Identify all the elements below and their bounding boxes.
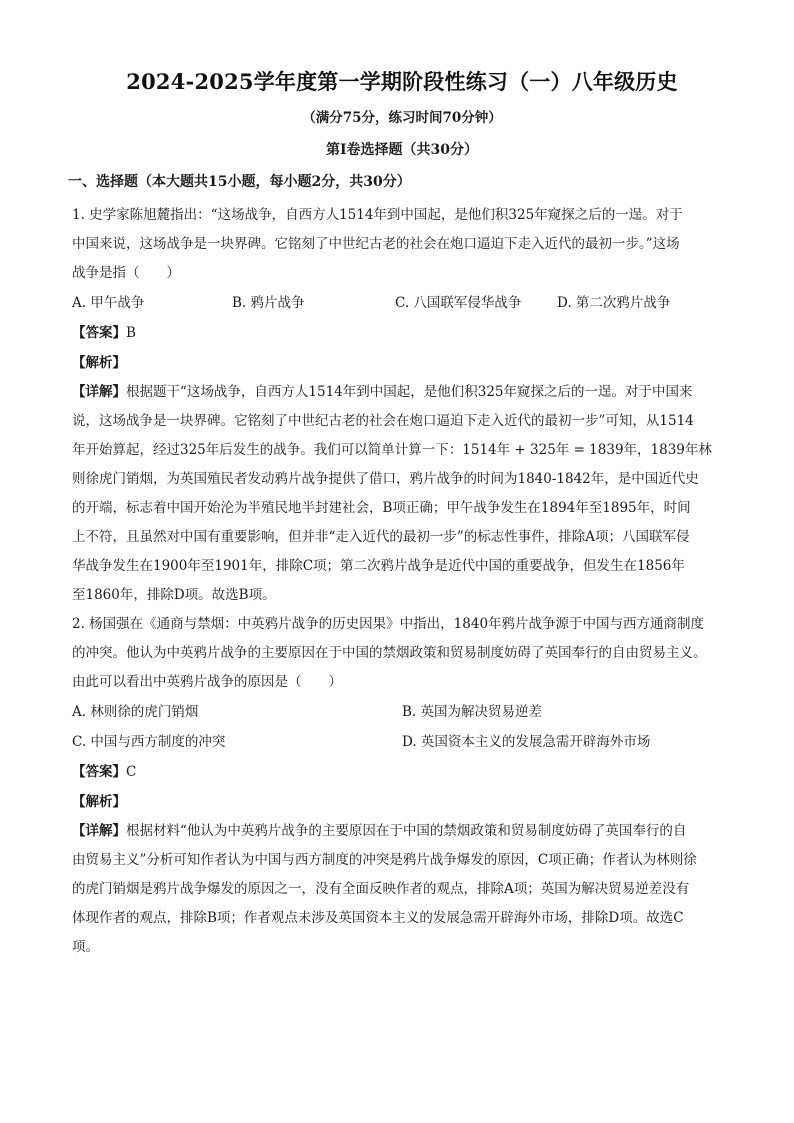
detail-line: 项。 [72, 939, 99, 955]
question-stem-line: 战争是指（ ） [72, 265, 180, 281]
option-c: C. 八国联军侵华战争 [395, 295, 522, 311]
option-a: A. 林则徐的虎门销烟 [72, 704, 199, 720]
question-2 [72, 610, 732, 962]
answer-row [72, 757, 732, 787]
detail-line: 至1860年，排除D项。故选B项。 [72, 587, 276, 603]
detail-line: 的虎门销烟是鸦片战争爆发的原因之一，没有全面反映作者的观点，排除A项；英国为解决贸易逆差没有 [72, 881, 690, 897]
answer-value: C [126, 764, 137, 780]
question-stem-line: 由此可以看出中英鸦片战争的原因是（ ） [72, 674, 342, 690]
answer-value: B [126, 325, 136, 341]
option-b: B. 英国为解决贸易逆差 [402, 704, 543, 720]
detail-line: 的开端，标志着中国开始沦为半殖民地半封建社会，B项正确；甲午战争发生在1894年至1895年，时间 [72, 500, 691, 516]
question-options [72, 288, 732, 318]
option-d: D. 英国资本主义的发展急需开辟海外市场 [402, 734, 651, 750]
page-title: 2024-2025学年度第一学期阶段性练习（一）八年级历史 [126, 69, 678, 94]
detail-label: 【详解】 [72, 384, 126, 400]
detail-text: 根据题干“这场战争，自西方人1514年到中国起，是他们积325年窥探之后的一逞。对于中国来 [126, 384, 693, 400]
answer-label: 【答案】 [72, 325, 126, 341]
option-d: D. 第二次鸦片战争 [557, 295, 671, 311]
analysis-label: 【解析】 [72, 355, 126, 371]
question-options [72, 697, 732, 757]
detail-line: 体现作者的观点，排除B项；作者观点未涉及英国资本主义的发展急需开辟海外市场，排除D项。故选C [72, 910, 684, 926]
part-heading: 一、选择题（本大题共15小题，每小题2分，共30分） [68, 174, 411, 190]
question-stem-line: 2. 杨国强在《通商与禁烟：中英鸦片战争的历史因果》中指出，1840年鸦片战争源于中国与西方通商制度 [72, 616, 705, 632]
question-stem-line: 中国来说，这场战争是一块界碑。它铭刻了中世纪古老的社会在炮口逼迫下走入近代的最初一步。”这场 [72, 236, 680, 252]
analysis-row [72, 348, 732, 378]
section-title: 第Ⅰ卷选择题（共30分） [325, 142, 479, 158]
detail-line: 年开始算起，经过325年后发生的战争。我们可以简单计算一下：1514年 + 325年 = 1839年，1839年林 [72, 442, 712, 458]
detail-line: 华战争发生在1900年至1901年，排除C项；第二次鸦片战争是近代中国的重要战争，但发生在1856年 [72, 558, 685, 574]
detail-line: 则徐虎门销烟，为英国殖民者发动鸦片战争提供了借口，鸦片战争的时间为1840-1842年，是中国近代史 [72, 471, 699, 487]
detail-line [72, 378, 732, 407]
option-a: A. 甲午战争 [72, 295, 145, 311]
analysis-row [72, 787, 732, 817]
detail-line: 上不符，且虽然对中国有重要影响，但并非“走入近代的最初一步”的标志性事件，排除A项；八国联军侵 [72, 529, 690, 545]
question-stem-line: 1. 史学家陈旭麓指出：“这场战争，自西方人1514年到中国起，是他们积325年窥探之后的一逞。对于 [72, 207, 683, 223]
detail-line [72, 817, 732, 846]
option-b: B. 鸦片战争 [232, 295, 305, 311]
detail-line: 由贸易主义”分析可知作者认为中国与西方制度的冲突是鸦片战争爆发的原因，C项正确；作者认为林则徐 [72, 852, 697, 868]
exam-subtitle: （满分75分，练习时间70分钟） [302, 110, 502, 126]
answer-label: 【答案】 [72, 764, 126, 780]
option-c: C. 中国与西方制度的冲突 [72, 734, 226, 750]
detail-text: 根据材料“他认为中英鸦片战争的主要原因在于中国的禁烟政策和贸易制度妨碍了英国奉行的自 [126, 823, 687, 839]
answer-row [72, 318, 732, 348]
detail-line: 说，这场战争是一块界碑。它铭刻了中世纪古老的社会在炮口逼迫下走入近代的最初一步”可知，从1514 [72, 413, 694, 429]
question-1 [72, 201, 732, 610]
analysis-label: 【解析】 [72, 794, 126, 810]
detail-label: 【详解】 [72, 823, 126, 839]
question-stem-line: 的冲突。他认为中英鸦片战争的主要原因在于中国的禁烟政策和贸易制度妨碍了英国奉行的自由贸易主义。 [72, 645, 707, 661]
